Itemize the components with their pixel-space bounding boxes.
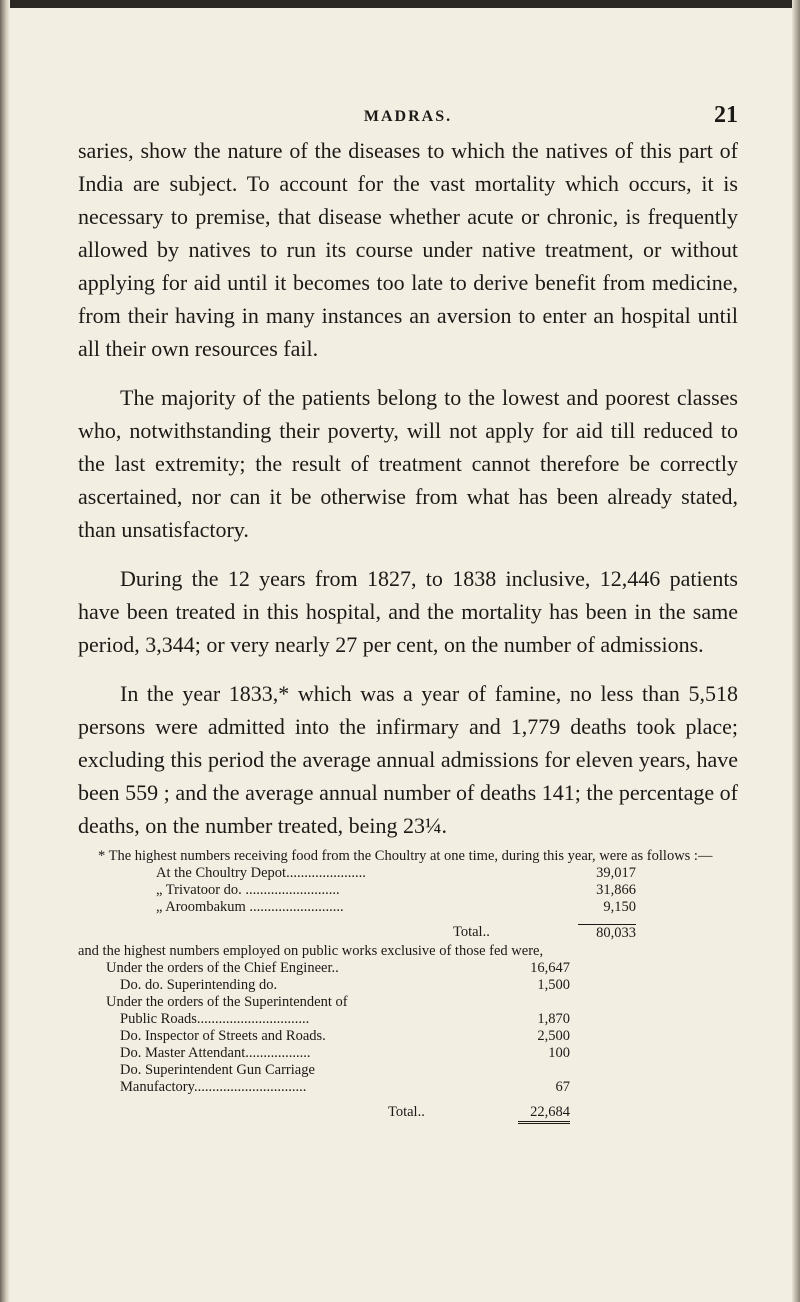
page-header (78, 100, 738, 134)
footnote (78, 848, 738, 1121)
row-label: Under the orders of the Chief Engineer.. (106, 960, 339, 976)
row-label: „ Aroombakum .......................... (156, 899, 344, 915)
row-value: 9,150 (603, 899, 636, 915)
works-row (78, 1062, 738, 1079)
works-row (78, 1079, 738, 1096)
row-label: Do. Master Attendant.................. (120, 1045, 311, 1061)
works-row (78, 994, 738, 1011)
works-total-row (78, 1104, 738, 1121)
paragraph-3: During the 12 years from 1827, to 1838 inclusive, 12,446 patients have been treated in this hospital, and the mortality has been in the same period, 3,344; or very nearly 27 per cent, on the number of admissions. (78, 566, 738, 657)
works-row (78, 1028, 738, 1045)
total-label: Total.. (388, 1104, 425, 1120)
total-label: Total.. (453, 924, 490, 940)
row-label: Do. Inspector of Streets and Roads. (120, 1028, 326, 1044)
works-row (78, 960, 738, 977)
row-value: 39,017 (596, 865, 636, 881)
paragraph-4: In the year 1833,* which was a year of famine, no less than 5,518 persons were admitted into the infirmary and 1,779 deaths took place; excluding this period the average annual admissions for eleven years, have been 559 ; and the average annual number of deaths 141; the percentage of deaths, on the number treated, being 23¼. (78, 681, 738, 838)
page-number: 21 (714, 102, 738, 128)
row-value: 67 (555, 1079, 570, 1095)
row-label: Under the orders of the Superintendent of (106, 994, 348, 1010)
choultry-row (78, 865, 738, 882)
row-label: At the Choultry Depot...................... (156, 865, 366, 881)
row-value: 16,647 (530, 960, 570, 976)
row-value: 1,500 (537, 977, 570, 993)
page-top-edge (0, 0, 800, 8)
row-label: „ Trivatoor do. .......................... (156, 882, 340, 898)
choultry-row (78, 899, 738, 916)
row-value: 100 (548, 1045, 570, 1061)
total-value: 80,033 (578, 924, 636, 942)
paragraph-1: saries, show the nature of the diseases to which the natives of this part of India are subject. To account for the vast mortality which occurs, it is necessary to premise, that disease whether acute or chronic, is frequently allowed by natives to run its course under native treatment, or without applying for aid until it becomes too late to derive benefit from medicine, from their having in many instances an aversion to enter an hospital until all their own resources fail. (78, 138, 738, 361)
works-row (78, 1045, 738, 1062)
row-value: 31,866 (596, 882, 636, 898)
page-binding-edge (0, 0, 10, 1302)
total-value: 22,684 (518, 1104, 570, 1124)
choultry-total-row (78, 924, 738, 941)
footnote-intro: * The highest numbers receiving food from the Choultry at one time, during this year, were as follows :— (98, 848, 713, 864)
choultry-row (78, 882, 738, 899)
row-value: 1,870 (537, 1011, 570, 1027)
row-label: Manufactory............................... (120, 1079, 307, 1095)
paragraph-2: The majority of the patients belong to the lowest and poorest classes who, notwithstanding their poverty, will not apply for aid till reduced to the last extremity; the result of treatment cannot therefore be correctly ascertained, nor can it be otherwise from what has been already stated, than unsatisfactory. (78, 385, 738, 542)
works-row (78, 1011, 738, 1028)
row-value: 2,500 (537, 1028, 570, 1044)
works-row (78, 977, 738, 994)
running-head: MADRAS. (363, 108, 453, 125)
footnote-middle-text: and the highest numbers employed on public works exclusive of those fed were, (78, 943, 544, 959)
book-page (78, 100, 738, 1121)
row-label: Public Roads............................... (120, 1011, 310, 1027)
row-label: Do. Superintendent Gun Carriage (120, 1062, 315, 1078)
row-label: Do. do. Superintending do. (120, 977, 278, 993)
